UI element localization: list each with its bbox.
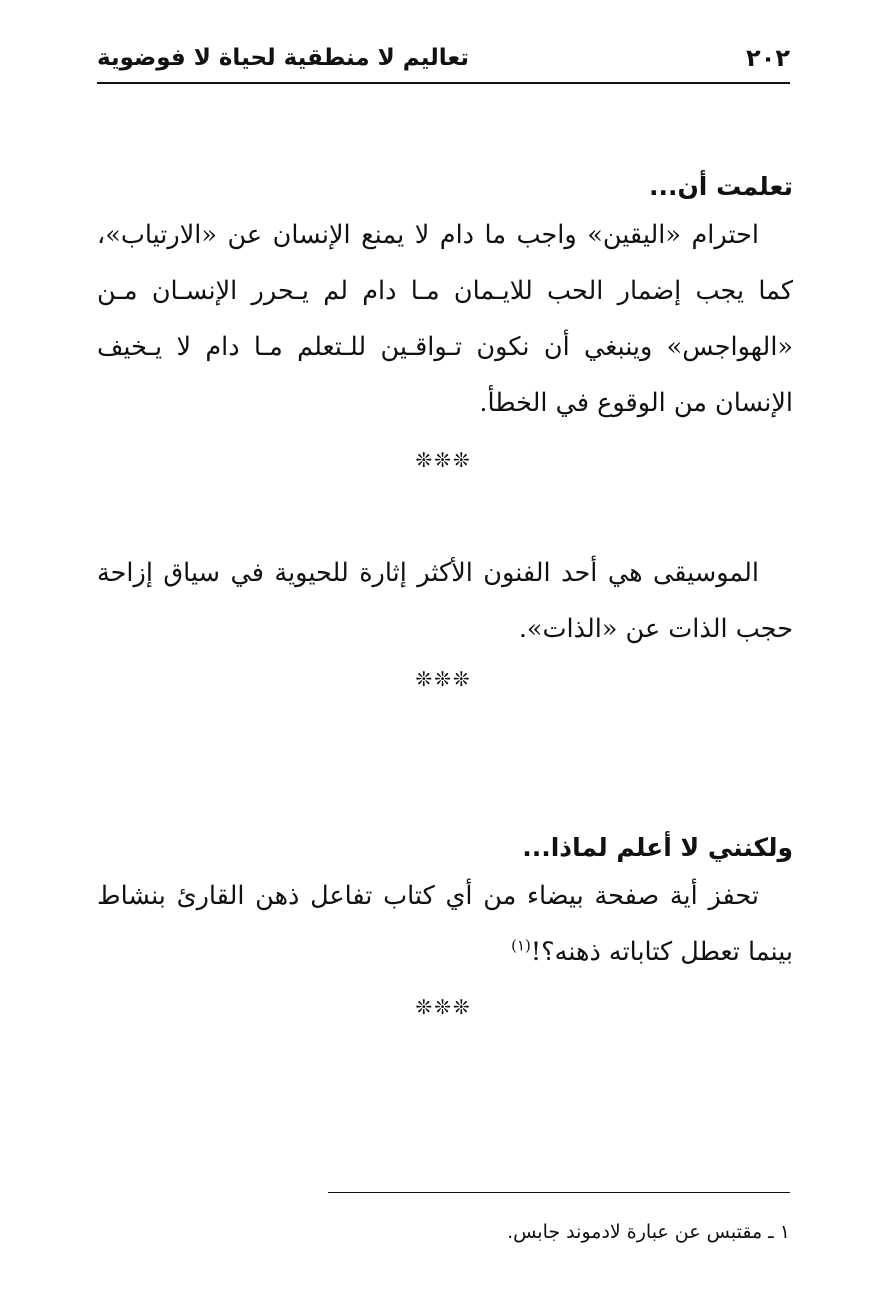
running-title: تعاليم لا منطقية لحياة لا فوضوية (97, 45, 470, 71)
section-paragraph: الموسيقى هي أحد الفنون الأكثر إثارة للحيوية في سياق إزاحة حجب الذات عن «الذات». (97, 558, 793, 644)
page-number: ٢٠٢ (746, 44, 790, 72)
section-music (97, 545, 793, 657)
section-paragraph (97, 868, 793, 980)
section-learned (97, 172, 793, 431)
footnote-divider (328, 1192, 790, 1193)
paragraph-text: تحفز أية صفحة بيضاء من أي كتاب تفاعل ذهن القارئ بنشاط بينما تعطل كتاباته ذهنه؟! (97, 881, 793, 967)
footnote: ١ ـ مقتبس عن عبارة لادموند جابس. (507, 1221, 790, 1243)
header-divider (97, 82, 790, 84)
page-header (97, 38, 790, 78)
section-ornament: ❊❊❊ (415, 995, 472, 1019)
section-ornament: ❊❊❊ (415, 448, 472, 472)
section-ornament: ❊❊❊ (415, 667, 472, 691)
section-dont-know (97, 833, 793, 980)
section-heading: ولكنني لا أعلم لماذا... (522, 833, 793, 862)
section-paragraph: احترام «اليقين» واجب ما دام لا يمنع الإنسان عن «الارتياب»، كما يجب إضمار الحب للايـمان مـا دام لم يـحرر الإنسـان مـن «الهواجس» وينبغي أن نكون تـواقـين للـتعلم مـا دام لا يـخيف الإنسان من الوقوع في الخطأ. (97, 220, 793, 418)
section-heading: تعلمت أن... (648, 172, 793, 201)
footnote-reference[interactable]: (١) (511, 936, 531, 955)
